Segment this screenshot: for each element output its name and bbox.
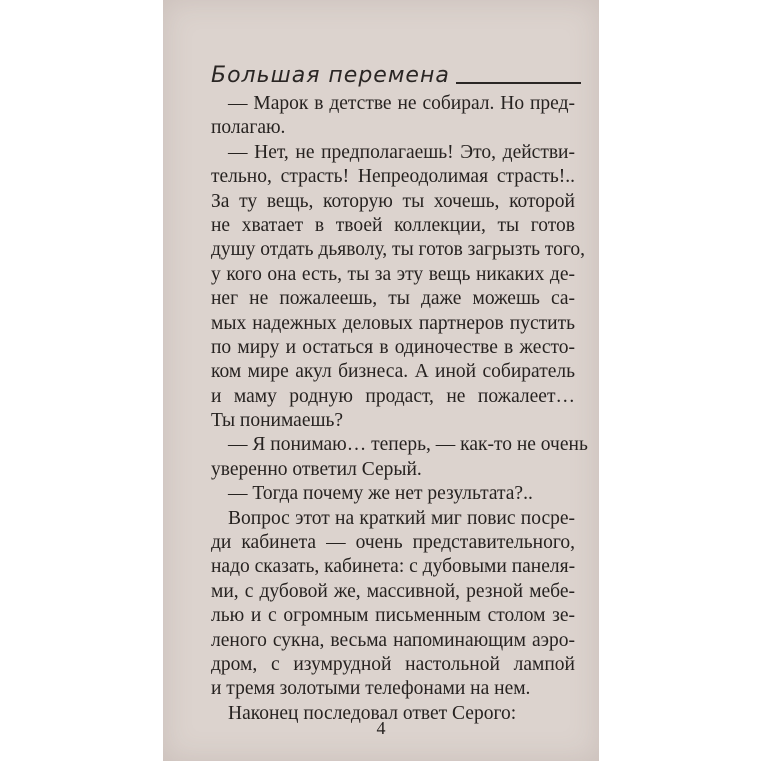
text-line: Ты понимаешь? [211, 410, 344, 432]
text-line: не хватает в твоей коллекции, ты готов [211, 214, 575, 236]
text-line: Вопрос этот на краткий миг повис посре- [228, 507, 575, 529]
text-line: ми, с дубовой же, массивной, резной мебе- [211, 580, 575, 602]
book-page [163, 0, 599, 761]
header-rule [456, 82, 581, 84]
running-header [211, 56, 581, 90]
page-number: 4 [376, 718, 386, 738]
text-line: мых надежных деловых партнеров пустить [211, 312, 575, 334]
text-line: — Нет, не предполагаешь! Это, действи- [228, 141, 575, 163]
text-line: тельно, страсть! Непреодолимая страсть!.. [211, 166, 575, 188]
text-line: — Тогда почему же нет результата?.. [228, 483, 533, 505]
text-line: уверенно ответил Серый. [211, 458, 422, 480]
text-line: и тремя золотыми телефонами на нем. [211, 678, 531, 700]
text-line: дром, с изумрудной настольной лампой [211, 653, 575, 675]
text-line: Наконец последовал ответ Серого: [228, 702, 517, 724]
text-line: душу отдать дьяволу, ты готов загрызть того, [211, 239, 586, 261]
text-line: — Я понимаю… теперь, — как-то не очень [228, 434, 588, 456]
text-line: За ту вещь, которую ты хочешь, которой [211, 190, 575, 212]
text-line: полагаю. [211, 117, 286, 139]
text-line: и маму родную продаст, не пожалеет… [211, 385, 575, 407]
text-line: ком мире акул бизнеса. А иной собиратель [211, 361, 575, 383]
text-line: лью и с огромным письменным столом зе- [211, 605, 575, 627]
text-line: надо сказать, кабинета: с дубовыми панеля- [211, 556, 576, 578]
text-line: по миру и остаться в одиночестве в жесто- [211, 336, 575, 358]
text-line: нег не пожалеешь, ты даже можешь са- [211, 288, 575, 310]
text-line: у кого она есть, ты за эту вещь никаких де- [211, 263, 575, 285]
header-title: Большая перемена [211, 63, 450, 88]
text-line: ди кабинета — очень представительного, [211, 532, 575, 554]
text-line: — Марок в детстве не собирал. Но пред- [228, 93, 575, 114]
text-line: леного сукна, весьма напоминающим аэро- [211, 629, 575, 651]
text-body [211, 92, 588, 726]
